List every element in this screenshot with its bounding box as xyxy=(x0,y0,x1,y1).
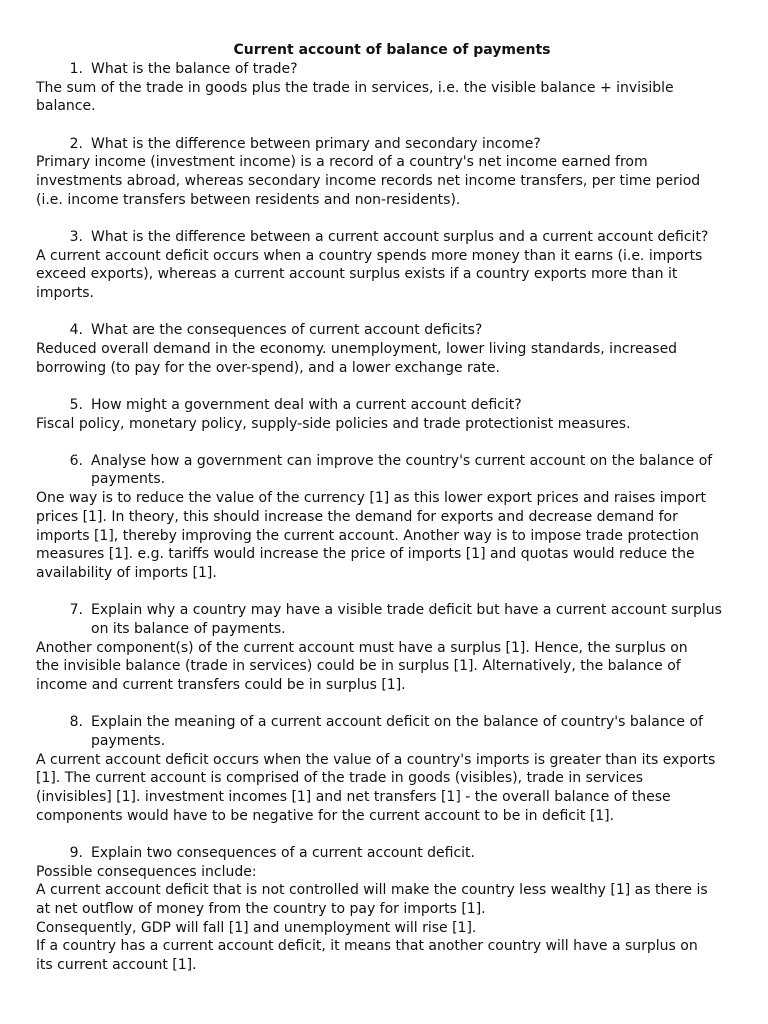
question xyxy=(36,60,736,79)
answer-line: the invisible balance (trade in services) could be in surplus [1]. Alternatively, the balance of xyxy=(36,658,681,675)
answer-line: measures [1]. e.g. tariffs would increase the price of imports [1] and quotas would reduce the xyxy=(36,546,695,563)
question-line: What is the balance of trade? xyxy=(91,61,298,77)
question-line: What is the difference between primary and secondary income? xyxy=(91,135,541,152)
question xyxy=(36,713,736,750)
answer-line: prices [1]. In theory, this should increase the demand for exports and decrease demand for xyxy=(36,508,678,525)
answer-line: If a country has a current account deficit, it means that another country will have a surplus on xyxy=(36,938,698,955)
question-number: 4. xyxy=(69,322,83,339)
question-block xyxy=(36,601,736,695)
answer xyxy=(36,639,736,695)
answer-line: Reduced overall demand in the economy. unemployment, lower living standards, increased xyxy=(36,340,678,357)
question-line: What are the consequences of current account deficits? xyxy=(91,322,483,339)
answer-line: at net outflow of money from the country to pay for imports [1]. xyxy=(36,901,486,918)
answer xyxy=(36,863,736,975)
question-block xyxy=(36,228,736,303)
answer xyxy=(36,247,736,303)
question xyxy=(36,321,736,340)
answer-line: imports. xyxy=(36,285,94,302)
answer-line: (invisibles] [1]. investment incomes [1] and net transfers [1] - the overall balance of these xyxy=(36,789,671,805)
question-text xyxy=(83,321,482,340)
answer-line: One way is to reduce the value of the currency [1] as this lower export prices and raises import xyxy=(36,490,706,507)
question xyxy=(36,396,736,415)
question-number: 1. xyxy=(69,61,83,77)
question-text xyxy=(83,396,522,415)
question xyxy=(36,228,736,247)
question-text xyxy=(83,452,712,489)
question xyxy=(36,601,736,638)
question-line: Explain the meaning of a current account deficit on the balance of country's balance of xyxy=(91,714,703,731)
question-block xyxy=(36,135,736,210)
question-text xyxy=(83,228,708,247)
document-body xyxy=(36,41,736,993)
answer xyxy=(36,153,736,209)
question-block xyxy=(36,844,736,975)
question-number: 7. xyxy=(69,602,83,619)
answer-line: imports [1], thereby improving the current account. Another way is to impose trade protection xyxy=(36,527,699,544)
question-line: Explain two consequences of a current account deficit. xyxy=(91,844,475,861)
question-number: 2. xyxy=(69,135,83,152)
question-number: 3. xyxy=(69,228,83,245)
answer-line: borrowing (to pay for the over-spend), and a lower exchange rate. xyxy=(36,359,500,376)
answer-line: The sum of the trade in goods plus the trade in services, i.e. the visible balance + invisible xyxy=(36,79,674,96)
answer-line: components would have to be negative for the current account to be in deficit [1]. xyxy=(36,807,615,824)
question xyxy=(36,135,736,154)
answer xyxy=(36,489,736,583)
answer-line: A current account deficit that is not controlled will make the country less wealthy [1] as there is xyxy=(36,882,708,899)
question-line: How might a government deal with a current account deficit? xyxy=(91,396,522,413)
answer-line: availability of imports [1]. xyxy=(36,564,217,581)
answer-line: Another component(s) of the current account must have a surplus [1]. Hence, the surplus on xyxy=(36,639,688,656)
question-block xyxy=(36,60,736,116)
answer-line: Fiscal policy, monetary policy, supply-side policies and trade protectionist measures. xyxy=(36,415,631,432)
answer xyxy=(36,415,736,434)
question-number: 9. xyxy=(69,844,83,861)
question-line: on its balance of payments. xyxy=(91,620,286,637)
answer-line: A current account deficit occurs when a country spends more money than it earns (i.e. imports xyxy=(36,247,703,264)
question-text xyxy=(83,844,475,863)
question xyxy=(36,452,736,489)
question-block xyxy=(36,713,736,825)
question-text xyxy=(83,60,298,79)
question xyxy=(36,844,736,863)
question-number: 5. xyxy=(69,396,83,413)
question-line: Analyse how a government can improve the country's current account on the balance of xyxy=(91,452,713,469)
question-block xyxy=(36,396,736,433)
question-number: 6. xyxy=(69,452,83,469)
answer-line: its current account [1]. xyxy=(36,957,197,974)
question-block xyxy=(36,321,736,377)
question-answer-list xyxy=(36,60,736,975)
question-number: 8. xyxy=(69,714,83,731)
document-title: Current account of balance of payments xyxy=(233,42,551,58)
answer-line: [1]. The current account is comprised of the trade in goods (visibles), trade in services xyxy=(36,770,644,787)
answer-line: Primary income (investment income) is a record of a country's net income earned from xyxy=(36,154,648,171)
answer xyxy=(36,751,736,826)
question-block xyxy=(36,452,736,583)
answer xyxy=(36,340,736,377)
question-text xyxy=(83,135,541,154)
question-text xyxy=(83,713,703,750)
answer-line: (i.e. income transfers between residents and non-residents). xyxy=(36,191,461,208)
answer-line: Consequently, GDP will fall [1] and unemployment will rise [1]. xyxy=(36,919,477,936)
answer-line: exceed exports), whereas a current account surplus exists if a country exports more than it xyxy=(36,266,678,283)
question-line: payments. xyxy=(91,732,166,749)
question-text xyxy=(83,601,722,638)
answer-line: income and current transfers could be in surplus [1]. xyxy=(36,676,406,693)
question-line: payments. xyxy=(91,471,166,488)
question-line: What is the difference between a current account surplus and a current account deficit? xyxy=(91,228,709,245)
answer xyxy=(36,79,736,116)
answer-line: balance. xyxy=(36,98,96,115)
answer-line: investments abroad, whereas secondary income records net income transfers, per time period xyxy=(36,173,701,190)
question-line: Explain why a country may have a visible trade deficit but have a current account surplus xyxy=(91,602,722,619)
answer-line: Possible consequences include: xyxy=(36,863,257,880)
answer-line: A current account deficit occurs when the value of a country's imports is greater than its exports xyxy=(36,751,716,768)
